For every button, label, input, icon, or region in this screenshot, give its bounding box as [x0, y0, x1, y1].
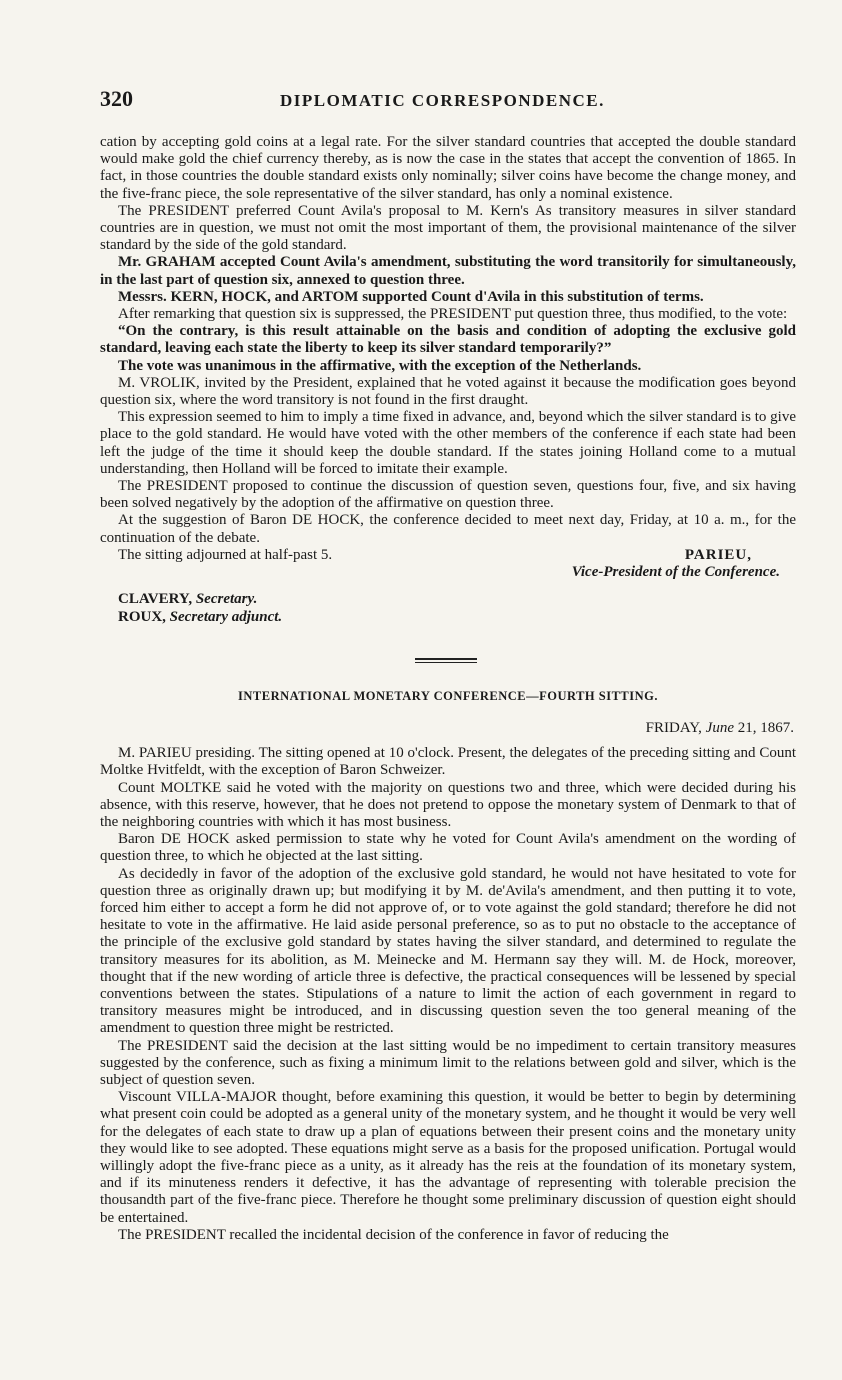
top-body — [100, 134, 796, 547]
signatory-name: PARIEU, — [684, 546, 752, 563]
paragraph: This expression seemed to him to imply a time fixed in advance, and, beyond which the silver standard is to give place to the gold standard. He would have voted with the other members of the conference if each state had been left the judge of the time it should keep the double standard. If the states joining Holland come to a mutual understanding, then Holland will be forced to imitate their example. — [100, 409, 796, 477]
paragraph: At the suggestion of Baron DE HOCK, the conference decided to meet next day, Friday, at 10 a. m., for the continuation of the debate. — [100, 512, 796, 546]
signature-row — [100, 547, 796, 564]
paragraph: The PRESIDENT said the decision at the last sitting would be no impediment to certain transitory measures suggested by the conference, such as fixing a minimum limit to the relations between gold and silver, which is the subject of question seven. — [100, 1037, 796, 1088]
bottom-body — [100, 745, 796, 1244]
secretary-role: Secretary. — [195, 591, 258, 608]
paragraph: M. VROLIK, invited by the President, explained that he voted against it because the modification goes beyond question six, where the word transitory is not found in the first draught. — [100, 374, 796, 409]
page-header — [100, 86, 796, 112]
paragraph: The PRESIDENT recalled the incidental decision of the conference in favor of reducing the — [118, 1226, 669, 1243]
document-page — [100, 86, 796, 1244]
section-title: INTERNATIONAL MONETARY CONFERENCE—FOURTH SITTING. — [238, 689, 658, 704]
signatory-title: Vice-President of the Conference. — [571, 564, 780, 581]
section-divider-thin — [415, 662, 477, 663]
paragraph: Mr. GRAHAM accepted Count Avila's amendment, substituting the word transitorily for simultaneously, in the last part of question six, annexed to question three. — [100, 254, 796, 288]
paragraph: Viscount VILLA-MAJOR thought, before examining this question, it would be better to begin by determining what present coin could be adopted as a general unity of the monetary system, and he thought it would be very well for the delegates of each state to draw up a plan of equations between their present coins and the monetary unity they would like to see adopted. These equations might serve as a basis for the proposed unification. Portugal would willingly adopt the five-franc piece as a unity, as it already has the reis at the foundation of its monetary system, and if its minuteness renders it defective, it has the advantage of representing with tolerable precision the thousandth part of the five-franc piece. Therefore he thought some preliminary discussion of question eight should be entertained. — [100, 1089, 796, 1226]
paragraph: The vote was unanimous in the affirmative, with the exception of the Netherlands. — [118, 357, 642, 374]
secretary-role: Secretary adjunct. — [169, 608, 283, 625]
paragraph: The PRESIDENT preferred Count Avila's proposal to M. Kern's As transitory measures in silver standard countries are in question, we must not omit the most important of them, the provisional maintenance of the silver standard by the side of the gold standard. — [100, 202, 796, 254]
paragraph: Count MOLTKE said he voted with the majority on questions two and three, which were decided during his absence, with this reserve, however, that he does not pretend to oppose the monetary system of Denmark to that of the neighboring countries with which it has most business. — [100, 779, 796, 830]
date-rest: 21, 1867. — [737, 720, 794, 737]
dateline — [100, 720, 794, 737]
paragraph: Messrs. KERN, HOCK, and ARTOM supported Count d'Avila in this substitution of terms. — [118, 288, 704, 305]
secretary-name: ROUX, — [118, 608, 166, 625]
paragraph: cation by accepting gold coins at a legal rate. For the silver standard countries that accepted the double standard would make gold the chief currency thereby, as is now the case in the states that accept the convention of 1865. In fact, in those countries the double standard exists only nominally; silver coins have become the change money, and the five-franc piece, the sole representative of the silver standard, has only a nominal existence. — [100, 134, 796, 202]
section-divider — [415, 658, 477, 660]
paragraph: The PRESIDENT proposed to continue the discussion of question seven, questions four, five, and six having been solved negatively by the adoption of the affirmative on question three. — [100, 478, 796, 512]
paragraph: After remarking that question six is suppressed, the PRESIDENT put question three, thus modified, to the vote: — [118, 306, 788, 323]
secretaries-block — [100, 591, 796, 626]
page-number: 320 — [100, 86, 133, 111]
paragraph: As decidedly in favor of the adoption of the exclusive gold standard, he would not have hesitated to vote for question three as originally drawn up; but modifying it by M. de'Avila's amendment, and then putting it to vote, forced him either to accept a form he did not approve of, or to vote against the gold standard; therefore he did not hesitate to vote in the affirmative. He laid aside personal preference, so as to put no obstacle to the acceptance of the principle of the exclusive gold standard by states having the silver standard, and determined to regulate the transitory measures for its abolition, as M. Meinecke and M. Hermann say they will. M. de Hock, moreover, thought that if the new wording of article three is defective, the practical consequences will be lessened by special conventions between the states. Stipulations of a nature to limit the action of each government in regard to transitory measures might be introduced, and in discussing question seven the too general meaning of the amendment to question three might be restricted. — [100, 865, 796, 1037]
paragraph: M. PARIEU presiding. The sitting opened at 10 o'clock. Present, the delegates of the preceding sitting and Count Moltke Hvitfeldt, with the exception of Baron Schweizer. — [100, 745, 796, 779]
quoted-question: “On the contrary, is this result attainable on the basis and condition of adopting the exclusive gold standard, leaving each state the liberty to keep its silver standard temporarily?” — [100, 323, 796, 357]
secretary-name: CLAVERY, — [118, 591, 193, 608]
secretary-line — [118, 609, 796, 626]
running-title: DIPLOMATIC CORRESPONDENCE. — [280, 91, 605, 110]
secretary-line — [118, 591, 796, 608]
date-day: FRIDAY, — [645, 720, 702, 737]
adjourned-text: The sitting adjourned at half-past 5. — [118, 546, 333, 563]
paragraph: Baron DE HOCK asked permission to state why he voted for Count Avila's amendment on the wording of question three, to which he objected at the last sitting. — [100, 831, 796, 865]
date-month: June — [705, 720, 734, 737]
